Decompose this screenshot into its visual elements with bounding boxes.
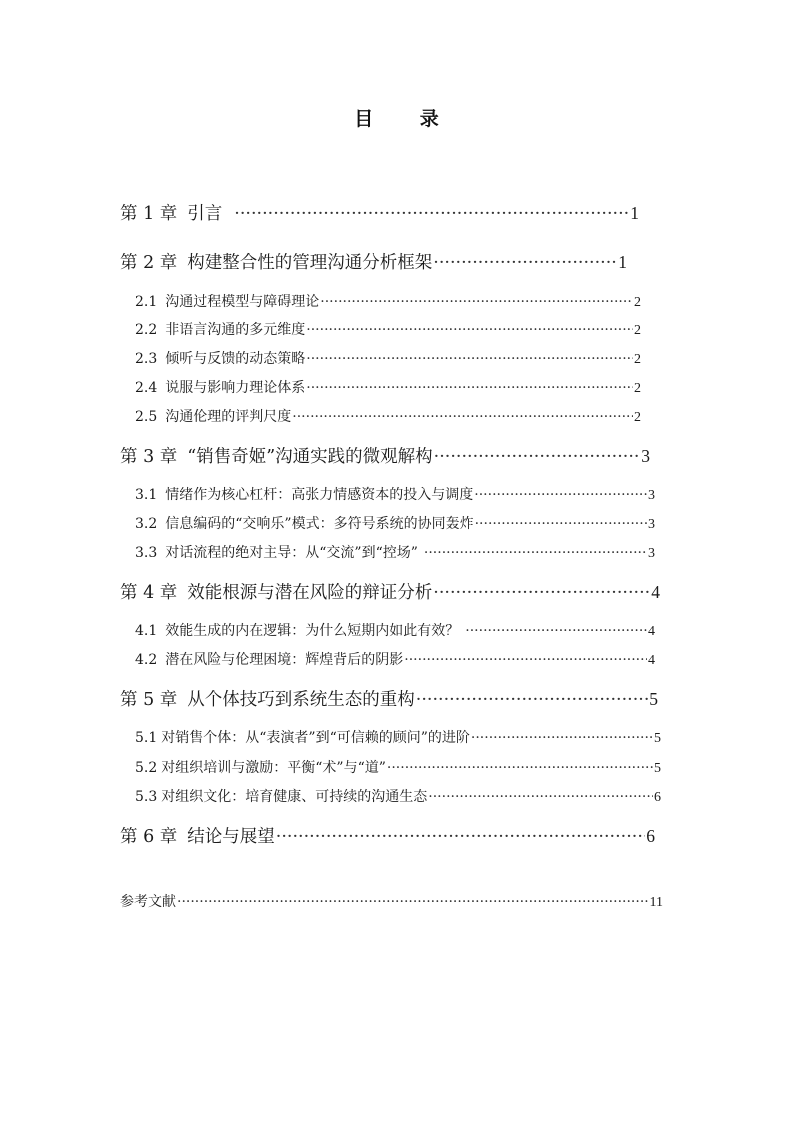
toc-entry-label: 4.2 潜在风险与伦理困境：辉煌背后的阴影 xyxy=(135,652,404,668)
toc-entry-label: 3.1 情绪作为核心杠杆：高张力情感资本的投入与调度 xyxy=(135,487,474,503)
page-number: 5 xyxy=(654,761,661,776)
toc-entry-label: 2.5 沟通伦理的评判尺度 xyxy=(135,409,292,425)
page-number: 4 xyxy=(648,624,655,639)
toc-entry-section-2-3[interactable] xyxy=(135,348,641,368)
toc-entry-label: 参考文献 xyxy=(120,894,176,910)
toc-entry-label: 第 2 章 构建整合性的管理沟通分析框架 xyxy=(120,253,433,273)
page-number: 3 xyxy=(648,488,655,503)
dot-leader xyxy=(428,789,653,805)
page-number: 11 xyxy=(649,895,663,910)
page-number: 2 xyxy=(634,381,641,396)
dot-leader xyxy=(234,204,629,224)
toc-entry-label: 2.4 说服与影响力理论体系 xyxy=(135,380,306,396)
dot-leader xyxy=(306,380,633,396)
dot-leader xyxy=(474,487,647,503)
toc-entry-label: 5.3 对组织文化：培育健康、可持续的沟通生态 xyxy=(135,789,428,805)
toc-entry-label: 2.3 倾听与反馈的动态策略 xyxy=(135,351,306,367)
dot-leader xyxy=(433,583,650,603)
toc-entry-label: 第 5 章 从个体技巧到系统生态的重构 xyxy=(120,690,415,710)
page-number: 3 xyxy=(648,517,655,532)
page-number: 2 xyxy=(634,295,641,310)
toc-entry-label: 3.2 信息编码的“交响乐”模式：多符号系统的协同轰炸 xyxy=(135,516,474,532)
toc-title: 目 录 xyxy=(354,108,459,130)
dot-leader xyxy=(306,322,633,338)
toc-entry-label: 2.2 非语言沟通的多元维度 xyxy=(135,322,306,338)
page-number: 1 xyxy=(618,252,627,272)
toc-entry-label: 第 1 章 引言 xyxy=(120,204,223,224)
toc-entry-section-2-5[interactable] xyxy=(135,406,641,426)
toc-entry-section-2-4[interactable] xyxy=(135,377,641,397)
page-number: 6 xyxy=(646,826,655,846)
toc-entry-section-3-1[interactable] xyxy=(135,484,655,504)
dot-leader xyxy=(433,253,617,273)
toc-entry-chapter-5[interactable] xyxy=(120,686,658,711)
toc-entry-chapter-4[interactable] xyxy=(120,579,660,604)
dot-leader xyxy=(465,623,647,639)
dot-leader xyxy=(306,351,633,367)
page-number: 2 xyxy=(634,323,641,338)
page-number: 5 xyxy=(649,689,658,709)
toc-entry-label: 5.2 对组织培训与激励：平衡“术”与“道” xyxy=(135,760,386,776)
toc-entry-label: 第 3 章 “销售奇姬”沟通实践的微观解构 xyxy=(120,447,433,467)
toc-entry-section-2-1[interactable] xyxy=(135,291,641,311)
toc-entry-label: 2.1 沟通过程模型与障碍理论 xyxy=(135,294,320,310)
toc-entry-section-4-2[interactable] xyxy=(135,649,655,669)
dot-leader xyxy=(404,652,647,668)
page-number: 6 xyxy=(654,790,661,805)
toc-entry-section-4-1[interactable] xyxy=(135,620,655,640)
toc-entry-chapter-6[interactable] xyxy=(120,823,655,848)
dot-leader xyxy=(276,827,645,847)
dot-leader xyxy=(387,760,653,776)
dot-leader xyxy=(320,294,633,310)
toc-entry-references[interactable] xyxy=(120,891,663,911)
toc-entry-label: 4.1 效能生成的内在逻辑：为什么短期内如此有效？ xyxy=(135,623,460,639)
toc-entry-section-5-3[interactable] xyxy=(135,786,661,806)
page-number: 5 xyxy=(654,731,661,746)
toc-entry-label: 第 4 章 效能根源与潜在风险的辩证分析 xyxy=(120,583,433,603)
page-number: 3 xyxy=(648,546,655,561)
dot-leader xyxy=(424,545,647,561)
page-number: 2 xyxy=(634,410,641,425)
page-number: 4 xyxy=(651,582,660,602)
toc-entry-label: 第 6 章 结论与展望 xyxy=(120,827,275,847)
page-number: 3 xyxy=(641,446,650,466)
toc-entry-chapter-3[interactable] xyxy=(120,443,650,468)
page-number: 2 xyxy=(634,352,641,367)
dot-leader xyxy=(475,516,647,532)
dot-leader xyxy=(471,730,653,746)
toc-entry-section-3-2[interactable] xyxy=(135,513,655,533)
dot-leader xyxy=(434,447,641,467)
page-number: 4 xyxy=(648,653,655,668)
toc-entry-section-2-2[interactable] xyxy=(135,319,641,339)
toc-entry-section-3-3[interactable] xyxy=(135,542,655,562)
toc-entry-chapter-2[interactable] xyxy=(120,249,627,274)
dot-leader xyxy=(177,894,649,910)
page-number: 1 xyxy=(630,203,639,223)
dot-leader xyxy=(292,409,633,425)
dot-leader xyxy=(416,690,648,710)
toc-entry-section-5-2[interactable] xyxy=(135,757,661,777)
toc-entry-label: 5.1 对销售个体：从“表演者”到“可信赖的顾问”的进阶 xyxy=(135,730,470,746)
toc-entry-section-5-1[interactable] xyxy=(135,727,661,747)
toc-entry-chapter-1[interactable] xyxy=(120,200,639,225)
toc-entry-label: 3.3 对话流程的绝对主导：从“交流”到“控场” xyxy=(135,545,418,561)
